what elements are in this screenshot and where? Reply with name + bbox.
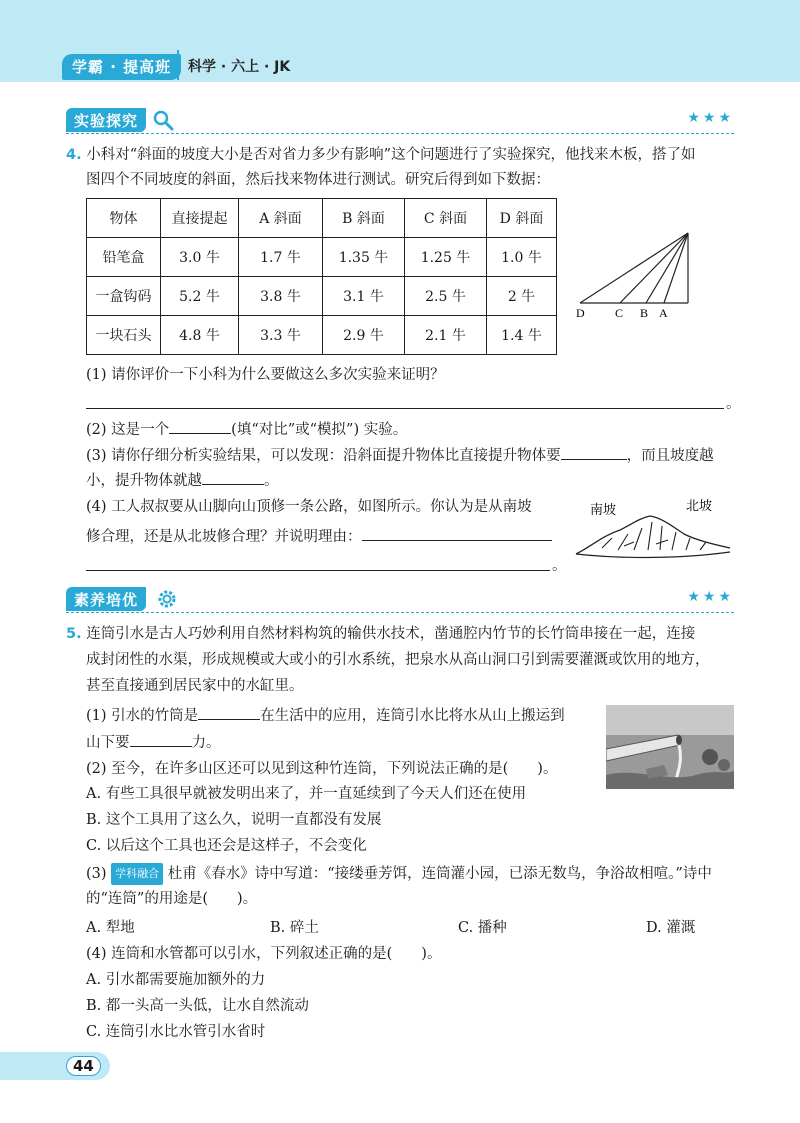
table-header-cell: C 斜面 bbox=[405, 199, 487, 238]
q5-part3-option-c[interactable]: C. 播种 bbox=[458, 920, 507, 936]
mountain-sketch bbox=[572, 496, 734, 564]
q4-intro-text1: 小科对“斜面的坡度大小是否对省力多少有影响”这个问题进行了实验探究，他找来木板，搭了如 bbox=[86, 147, 696, 163]
table-cell: 5.2 牛 bbox=[161, 277, 239, 316]
q4-part2-text-a: (2) 这是一个 bbox=[86, 422, 170, 438]
q5-part1-text-b: 在生活中的应用，连筒引水比将水从山上搬运到 bbox=[260, 708, 565, 724]
q4-part4-text: 修合理，还是从北坡修合理？并说明理由： bbox=[86, 529, 362, 545]
q5-intro-line1 bbox=[66, 624, 695, 644]
q4-part2-text-b: (填“对比”或“模拟”) 实验。 bbox=[231, 422, 408, 438]
q5-part4-option[interactable]: A. 引水都需要施加额外的力 bbox=[86, 972, 266, 988]
slope-label-d: D bbox=[576, 306, 585, 320]
q5-part1-line1 bbox=[86, 706, 565, 726]
section-experiment-header bbox=[66, 108, 734, 134]
table-cell: 2 牛 bbox=[487, 277, 557, 316]
table-cell: 3.1 牛 bbox=[323, 277, 405, 316]
q5-part2-option[interactable]: C. 以后这个工具也还会是这样子，不会变化 bbox=[86, 838, 367, 854]
answer-blank[interactable] bbox=[202, 471, 264, 485]
gear-icon bbox=[156, 588, 178, 610]
page-number: 44 bbox=[66, 1056, 101, 1076]
slope-label-c: C bbox=[615, 306, 624, 320]
table-cell: 一盒钩码 bbox=[87, 277, 161, 316]
magnifier-icon bbox=[152, 109, 174, 131]
end-mark: 。 bbox=[552, 558, 567, 574]
table-header-cell: B 斜面 bbox=[323, 199, 405, 238]
q5-part2-option[interactable]: A. 有些工具很早就被发明出来了，并一直延续到了今天人们还在使用 bbox=[86, 786, 527, 802]
q5-part3-text: 杜甫《春水》诗中写道：“接缕垂芳饵，连筒灌小园，已添无数鸟，争浴故相喧。”诗中 bbox=[167, 866, 712, 882]
table-cell: 铅笔盒 bbox=[87, 238, 161, 277]
answer-blank[interactable] bbox=[198, 706, 260, 720]
q5-part1-line2 bbox=[86, 733, 221, 753]
subject-integration-tag: 学科融合 bbox=[111, 863, 163, 885]
q4-intro-line2: 图四个不同坡度的斜面，然后找来物体进行测试。研究后得到如下数据： bbox=[86, 172, 550, 188]
section-literacy-header bbox=[66, 587, 734, 613]
q5-part1-text-a: (1) 引水的竹筒是 bbox=[86, 708, 199, 724]
q5-intro-line3: 甚至直接通到居民家中的水缸里。 bbox=[86, 678, 304, 694]
q5-intro-text1: 连筒引水是古人巧妙利用自然材料构筑的输供水技术，凿通腔内竹节的长竹筒串接在一起，连接 bbox=[86, 626, 696, 642]
q5-part1-text-c: 山下要 bbox=[86, 735, 130, 751]
table-cell: 2.1 牛 bbox=[405, 316, 487, 355]
difficulty-stars: ★★★ bbox=[687, 110, 734, 126]
section-label: 实验探究 bbox=[66, 108, 146, 132]
table-cell: 1.35 牛 bbox=[323, 238, 405, 277]
table-cell: 3.0 牛 bbox=[161, 238, 239, 277]
q4-part4-line1: (4) 工人叔叔要从山脚向山顶修一条公路，如图所示。你认为是从南坡 bbox=[86, 499, 532, 515]
q4-part2 bbox=[86, 420, 407, 440]
table-header-cell: A 斜面 bbox=[239, 199, 323, 238]
table-row bbox=[87, 316, 557, 355]
q4-part3-text-a: (3) 请你仔细分析实验结果，可以发现：沿斜面提升物体比直接提升物体要 bbox=[86, 448, 561, 464]
q5-part3-option-d[interactable]: D. 灌溉 bbox=[646, 920, 696, 936]
table-row bbox=[87, 277, 557, 316]
brand-divider bbox=[177, 50, 179, 80]
question-number: 5. bbox=[66, 626, 82, 642]
q5-part3-number: (3) bbox=[86, 866, 107, 882]
table-header-cell: 直接提起 bbox=[161, 199, 239, 238]
q5-intro-line2: 成封闭性的水渠，形成规模或大或小的引水系统，把泉水从高山洞口引到需要灌溉或饮用的地方， bbox=[86, 652, 710, 668]
section-label: 素养培优 bbox=[66, 587, 146, 611]
table-header-row bbox=[87, 199, 557, 238]
north-slope-label: 北坡 bbox=[686, 499, 713, 514]
south-slope-label: 南坡 bbox=[590, 503, 617, 518]
table-cell: 3.8 牛 bbox=[239, 277, 323, 316]
q4-part3-line2 bbox=[86, 471, 279, 491]
table-cell: 1.25 牛 bbox=[405, 238, 487, 277]
table-header-cell: 物体 bbox=[87, 199, 161, 238]
end-mark: 。 bbox=[726, 396, 741, 412]
subject-label: 科学 · 六上 · JK bbox=[188, 59, 291, 75]
q5-part2: (2) 至今，在许多山区还可以见到这种竹连筒，下列说法正确的是( )。 bbox=[86, 761, 558, 777]
table-cell: 2.9 牛 bbox=[323, 316, 405, 355]
q4-part1: (1) 请你评价一下小科为什么要做这么多次实验来证明？ bbox=[86, 367, 445, 383]
table-cell: 1.4 牛 bbox=[487, 316, 557, 355]
answer-blank[interactable] bbox=[561, 446, 627, 460]
difficulty-stars: ★★★ bbox=[687, 589, 734, 605]
q5-part3-option-a[interactable]: A. 犁地 bbox=[86, 920, 135, 936]
q5-part3-option-b[interactable]: B. 碎土 bbox=[270, 920, 319, 936]
q5-part2-option[interactable]: B. 这个工具用了这么久，说明一直都没有发展 bbox=[86, 812, 382, 828]
answer-blank[interactable] bbox=[362, 527, 552, 541]
q5-part3-line2: 的“连筒”的用途是( )。 bbox=[86, 891, 258, 907]
table-header-cell: D 斜面 bbox=[487, 199, 557, 238]
table-row bbox=[87, 238, 557, 277]
q5-part4-option[interactable]: B. 都一头高一头低，让水自然流动 bbox=[86, 998, 309, 1014]
section-divider bbox=[66, 133, 734, 134]
slope-label-a: A bbox=[659, 306, 668, 320]
question-number: 4. bbox=[66, 147, 82, 163]
table-cell: 1.0 牛 bbox=[487, 238, 557, 277]
bamboo-pipe-photo bbox=[606, 705, 734, 789]
table-cell: 一块石头 bbox=[87, 316, 161, 355]
answer-blank[interactable] bbox=[130, 733, 192, 747]
q5-part1-text-d: 力。 bbox=[191, 735, 221, 751]
q4-part3-text-b: ，而且坡度越 bbox=[626, 448, 714, 464]
slope-label-b: B bbox=[640, 306, 649, 320]
q4-intro-line1 bbox=[66, 145, 696, 165]
data-table bbox=[86, 198, 557, 355]
answer-line[interactable] bbox=[86, 570, 550, 571]
q4-part3-text-c: 小，提升物体就越 bbox=[86, 473, 202, 489]
q4-part4-line2 bbox=[86, 527, 552, 547]
table-cell: 2.5 牛 bbox=[405, 277, 487, 316]
q5-part4-option[interactable]: C. 连筒引水比水管引水省时 bbox=[86, 1024, 266, 1040]
answer-blank[interactable] bbox=[169, 420, 231, 434]
table-cell: 4.8 牛 bbox=[161, 316, 239, 355]
table-cell: 1.7 牛 bbox=[239, 238, 323, 277]
answer-line[interactable] bbox=[86, 408, 724, 409]
q5-part4: (4) 连筒和水管都可以引水，下列叙述正确的是( )。 bbox=[86, 946, 442, 962]
q4-part3-line1 bbox=[86, 446, 714, 466]
section-divider bbox=[66, 612, 734, 613]
end-mark: 。 bbox=[264, 473, 279, 489]
brand-title: 学霸 · 提高班 bbox=[62, 54, 181, 80]
q5-part3-line1 bbox=[86, 863, 712, 885]
table-cell: 3.3 牛 bbox=[239, 316, 323, 355]
incline-diagram bbox=[572, 228, 702, 320]
